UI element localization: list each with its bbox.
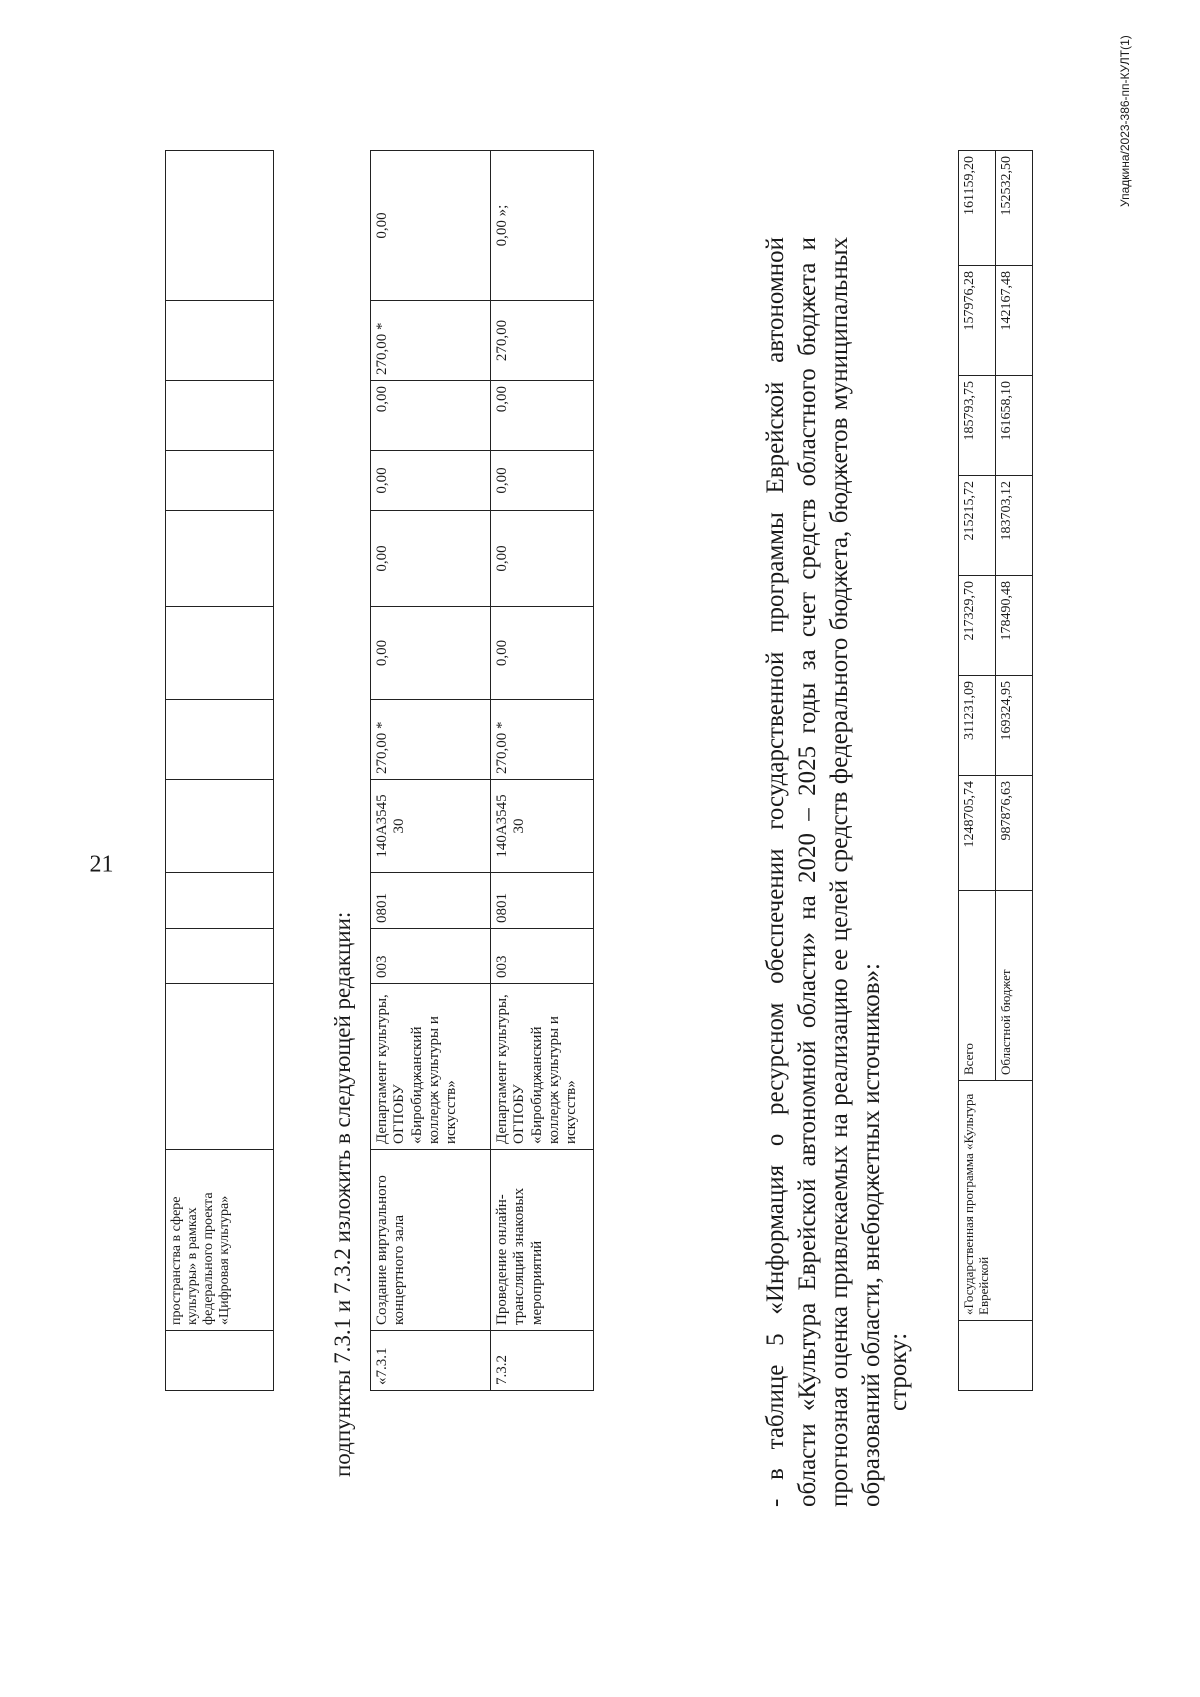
value-cell: 142167,48 — [996, 266, 1033, 376]
intro-text: подпункты 7.3.1 и 7.3.2 изложить в следующей редакции: — [330, 911, 355, 1477]
page-number: 21 — [89, 851, 114, 878]
row-name: Проведение онлайн-трансляций знаковых мероприятий — [491, 1150, 594, 1331]
paragraph-line: - в таблице 5 «Информация о ресурсном обеспечении государственной программы Еврейской автономной — [762, 237, 789, 1507]
paragraph-line: области «Культура Еврейской автономной области» на 2020 – 2025 годы за счет средств областного бюджета и — [794, 237, 821, 1507]
row-code-rzpr: 0801 — [371, 873, 491, 929]
top-table-cell-empty — [166, 984, 274, 1150]
top-table-cell-empty — [166, 700, 274, 780]
table-row — [491, 151, 594, 1391]
value-cell: 161658,10 — [996, 376, 1033, 476]
row-value: 0,00 — [491, 381, 594, 451]
row-value: 0,00 — [371, 381, 491, 451]
top-table-cell-empty — [166, 151, 274, 301]
value-cell: 178490,48 — [996, 576, 1033, 676]
row-value: 0,00 — [371, 511, 491, 607]
top-table-cell-empty — [166, 607, 274, 700]
top-table — [165, 150, 274, 1391]
row-value: 0,00 »; — [491, 151, 594, 301]
row-number: 7.3.2 — [491, 1331, 594, 1391]
value-cell: 161159,20 — [959, 151, 996, 266]
value-cell: 311231,09 — [959, 676, 996, 776]
top-table-cell-empty — [166, 929, 274, 984]
value-cell: 183703,12 — [996, 476, 1033, 576]
row-executor: Департамент культуры, ОГПОБУ «Биробиджанский колледж культуры и искусств» — [491, 984, 594, 1150]
row-code-grbs: 003 — [371, 929, 491, 984]
value-cell: 215215,72 — [959, 476, 996, 576]
row-value: 270,00 * — [371, 301, 491, 381]
table-row — [959, 151, 996, 1391]
row-value: 270,00 — [491, 301, 594, 381]
value-cell: 987876,63 — [996, 776, 1033, 891]
paragraph-line: образований области, внебюджетных источников»: — [858, 963, 885, 1507]
row-value: 0,00 — [491, 511, 594, 607]
table-row — [371, 151, 491, 1391]
program-name: «Государственная программа «Культура Еврейской — [959, 1081, 1033, 1321]
value-cell: 1248705,74 — [959, 776, 996, 891]
row-code-grbs: 003 — [491, 929, 594, 984]
top-table-cell-empty — [166, 301, 274, 381]
value-cell: 169324,95 — [996, 676, 1033, 776]
value-cell: 185793,75 — [959, 376, 996, 476]
value-cell: 157976,28 — [959, 266, 996, 376]
paragraph-line: прогнозная оценка привлекаемых на реализацию ее целей средств федерального бюджета, бюджетов муниципальных — [826, 237, 853, 1507]
document-code: Упадкина/2023-386-пп-КУЛТ(1) — [1118, 35, 1132, 207]
table-cell-empty — [959, 1321, 1033, 1391]
row-value: 0,00 — [371, 151, 491, 301]
top-table-cell-empty — [166, 451, 274, 511]
top-table-text: пространства в сфере культуры» в рамках федерального проекта «Цифровая культура» — [166, 1150, 274, 1331]
row-value: 0,00 — [491, 451, 594, 511]
row-value: 0,00 — [371, 607, 491, 700]
row-number: «7.3.1 — [371, 1331, 491, 1391]
top-table-cell-empty — [166, 780, 274, 873]
row-value: 270,00 * — [371, 700, 491, 780]
program-table — [958, 150, 1033, 1391]
row-code-rzpr: 0801 — [491, 873, 594, 929]
top-table-cell-empty — [166, 1331, 274, 1391]
top-table-cell-empty — [166, 511, 274, 607]
row-value: 270,00 * — [491, 700, 594, 780]
top-table-cell-empty — [166, 873, 274, 929]
amendment-paragraph — [760, 237, 888, 1507]
row-value: 0,00 — [491, 607, 594, 700]
row-name: Создание виртуального концертного зала — [371, 1150, 491, 1331]
stroku-label: строку: — [885, 1332, 912, 1411]
value-cell: 152532,50 — [996, 151, 1033, 266]
row-code-csr: 140А3545 30 — [491, 780, 594, 873]
top-table-cell-empty — [166, 381, 274, 451]
source-label: Всего — [959, 891, 996, 1081]
subitems-table — [370, 150, 594, 1391]
source-label: Областной бюджет — [996, 891, 1033, 1081]
row-executor: Департамент культуры, ОГПОБУ «Биробиджанский колледж культуры и искусств» — [371, 984, 491, 1150]
row-value: 0,00 — [371, 451, 491, 511]
row-code-csr: 140А3545 30 — [371, 780, 491, 873]
value-cell: 217329,70 — [959, 576, 996, 676]
